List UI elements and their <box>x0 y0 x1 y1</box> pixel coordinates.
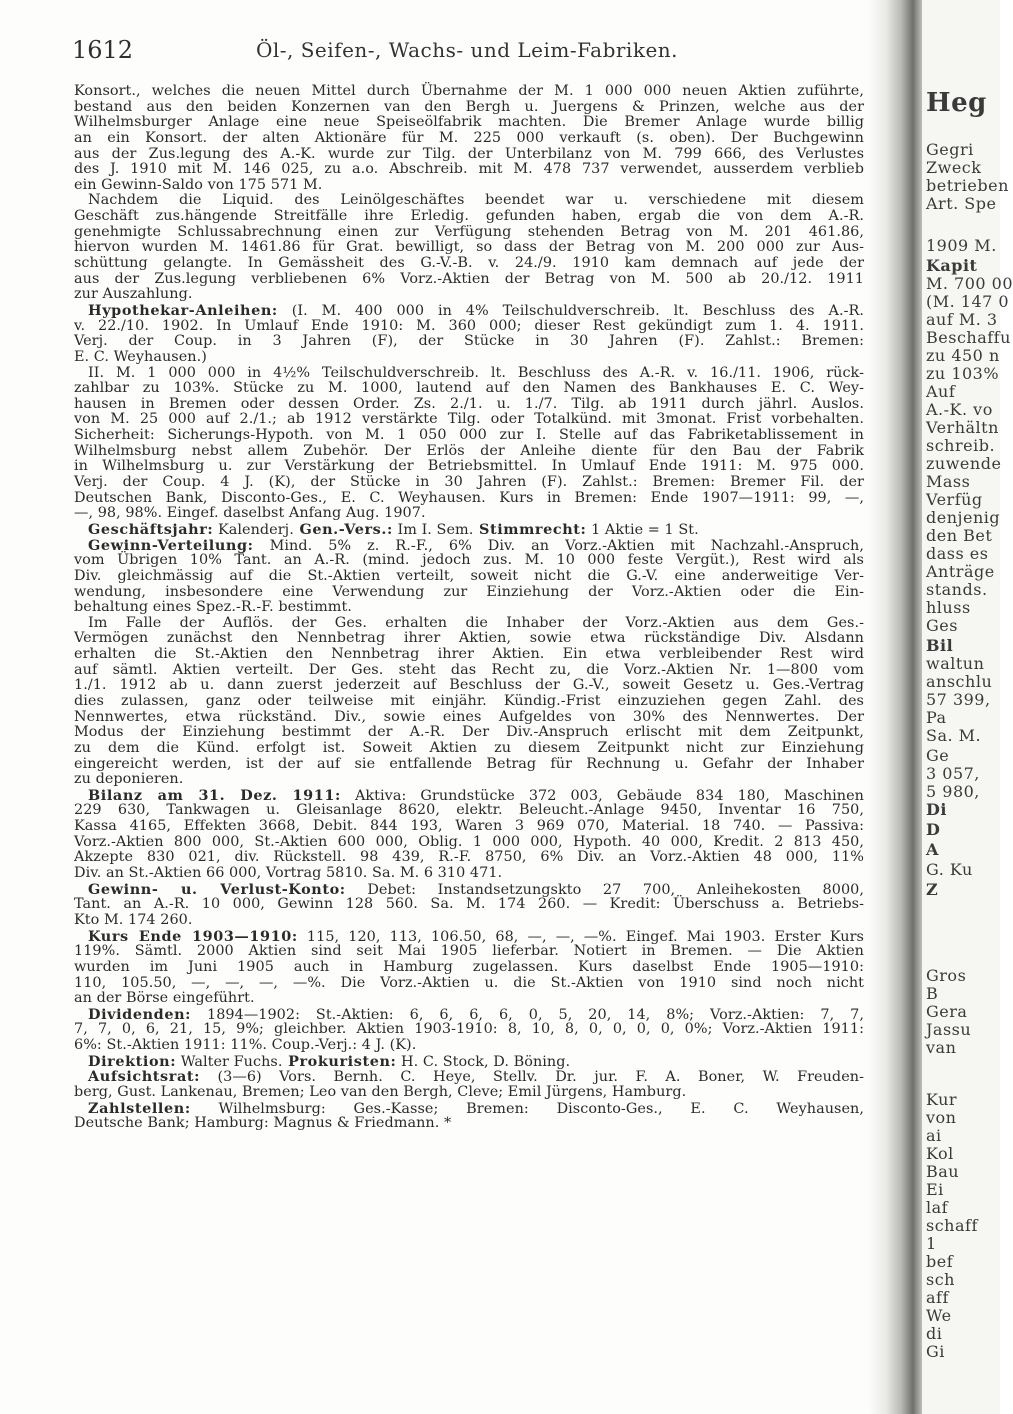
facing-page-fragment: zu 450 n <box>926 346 1000 365</box>
text-line <box>74 287 864 303</box>
line-text: vom Übrigen 10% Tant. an A.-R. (mind. jedoch zus. M. 10 000 feste Vergüt.), Rest wird als <box>74 552 864 569</box>
section-label: Geschäftsjahr: <box>88 520 214 538</box>
facing-page-fragment: Sa. M. <box>926 726 982 745</box>
text-line <box>74 866 864 882</box>
line-text: Deutschen Bank, Disconto-Ges., E. C. Weyhausen. Kurs in Bremen: Ende 1907—1911: 99, —, <box>74 489 864 506</box>
line-text: v. 22./10. 1902. In Umlauf Ende 1910: M. 360 000; dieser Rest gekündigt zum 1. 4. 1911. <box>74 317 864 334</box>
line-text: wendung, insbesondere eine Verwendung zur Einziehung der Vorz.-Aktien oder die Ein- <box>74 583 864 600</box>
text-line <box>74 84 864 100</box>
facing-page-fragment: 3 057, <box>926 764 980 783</box>
text-line <box>74 538 864 554</box>
facing-page-fragment: anschlu <box>926 672 993 691</box>
running-title: Öl-, Seifen-, Wachs- und Leim-Fabriken. <box>255 38 679 62</box>
text-line <box>74 506 864 522</box>
line-text: Vermögen zunächst den Nennbetrag ihrer Aktien, sowie etwa rückständige Div. Alsdann <box>74 630 864 647</box>
text-line <box>74 1007 864 1023</box>
facing-page-fragment: Di <box>926 800 947 819</box>
text-line <box>74 647 864 663</box>
line-text: auf sämtl. Aktien verteilt. Der Ges. steht das Recht zu, die Vorz.-Aktien Nr. 1—800 vom <box>74 661 864 678</box>
facing-page-fragment: Bil <box>926 636 954 655</box>
text-line <box>74 897 864 913</box>
line-text: Nachdem die Liquid. des Leinölgeschäftes beendet war u. verschiedene mit diesem <box>88 192 864 209</box>
text-line <box>74 960 864 976</box>
facing-page-fragment: waltun <box>926 654 985 673</box>
facing-page-fragment: We <box>926 1306 952 1325</box>
line-text: dies zulassen, ganz oder teilweise mit einjähr. Kündig.-Frist einzuziehen gegen Zahl. des <box>74 692 864 709</box>
text-line <box>74 240 864 256</box>
line-text: Tant. an A.-R. 10 000, Gewinn 128 560. Sa. M. 174 260. — Kredit: Überschuss a. Betriebs- <box>74 896 864 913</box>
facing-page-fragment: B <box>926 984 939 1003</box>
text-line <box>74 1038 864 1054</box>
facing-page-fragment: Bau <box>926 1162 960 1181</box>
facing-page-fragment: Gera <box>926 1002 968 1021</box>
text-line <box>74 178 864 194</box>
line-text: an der Börse eingeführt. <box>74 990 255 1007</box>
facing-page-fragment: A <box>926 840 939 859</box>
facing-page-fragment: Gi <box>926 1342 945 1361</box>
facing-page-fragment: zu 103% <box>926 364 1000 383</box>
line-text: Akzepte 830 021, div. Rückstell. 98 439, R.-F. 8750, 6% Div. an Vorz.-Aktien 48 000, 11% <box>74 849 864 866</box>
facing-page-fragment: Jassu <box>926 1020 972 1039</box>
facing-page-fragment: 1 <box>926 1234 937 1253</box>
facing-page-fragment: den Bet <box>926 526 993 545</box>
facing-page-fragment: dass es <box>926 544 989 563</box>
text-line <box>74 678 864 694</box>
facing-page-fragment: Kol <box>926 1144 954 1163</box>
line-text: Walter Fuchs. <box>176 1053 283 1070</box>
line-text: aus der Zus.legung verbliebenen 6% Vorz.-Aktien der Betrag von M. 500 ab 20./12. 1911 <box>74 270 864 287</box>
section-label: Gewinn- u. Verlust-Konto: <box>88 880 346 898</box>
facing-page-fragment: Art. Spe <box>926 194 997 213</box>
line-text: berg, Gust. Lankenau, Bremen; Leo van den Bergh, Cleve; Emil Jürgens, Hamburg. <box>74 1084 687 1100</box>
facing-page-fragment: auf M. 3 <box>926 310 998 329</box>
facing-page-fragment: Verhältn <box>926 418 999 437</box>
line-text: 110, 105.50, —, —, —, —%. Die Vorz.-Aktien u. die St.-Aktien von 1910 sind noch nicht <box>74 974 864 991</box>
facing-page-fragment: 57 399, <box>926 690 991 709</box>
text-line <box>74 491 864 507</box>
line-text: Debet: Instandsetzungskto 27 700, Anleihekosten 8000, <box>345 881 864 898</box>
facing-page-fragment: M. 700 00 <box>926 274 1013 293</box>
facing-page-fragment: ai <box>926 1126 942 1145</box>
text-line <box>74 788 864 804</box>
facing-page-fragment: von <box>926 1108 957 1127</box>
line-text: schüttung gelangte. In Gemässheit des G.-V.-B. v. 24./9. 1910 kam demnach auf jede der <box>74 255 864 272</box>
line-text: zahlbar zu 103%. Stücke zu M. 1000, lautend auf den Namen des Bankhauses E. C. Wey- <box>74 380 864 397</box>
text-line <box>74 616 864 632</box>
section-label: Gen.-Vers.: <box>293 520 393 538</box>
facing-page-fragment: Zweck <box>926 158 982 177</box>
facing-page-fragment: Mass <box>926 472 971 491</box>
line-text: zu deponieren. <box>74 771 184 788</box>
facing-page-fragment: stands. <box>926 580 988 599</box>
text-line <box>74 710 864 726</box>
line-text: Sicherheit: Sicherungs-Hypoth. von M. 1 050 000 zur I. Stelle auf das Fabriketablissement in <box>74 427 864 444</box>
line-text: von M. 25 000 auf 2./1.; ab 1912 verstärkte Tilg. oder Totalkünd. mit 3monat. Frist vorbehalten. <box>74 411 864 428</box>
facing-page-fragment: Ei <box>926 1180 944 1199</box>
section-label: Stimmrecht: <box>473 520 587 538</box>
text-line <box>74 412 864 428</box>
line-text: Deutsche Bank; Hamburg: Magnus & Friedmann. * <box>74 1115 452 1132</box>
line-text: 1894—1902: St.-Aktien: 6, 6, 6, 6, 0, 5, 20, 14, 8%; Vorz.-Aktien: 7, 7, <box>191 1006 864 1023</box>
line-text: Vorz.-Aktien 800 000, St.-Aktien 600 000, Oblig. 1 000 000, Hypoth. 40 000, Kredit. 2 813 450, <box>74 833 864 850</box>
line-text: Wilhelmsburg nebst allem Zubehör. Der Erlös der Anleihe diente für den Bau der Fabrik <box>74 442 864 459</box>
text-line <box>74 381 864 397</box>
text-line <box>74 475 864 491</box>
text-line <box>74 772 864 788</box>
line-text: —, 98, 98%. Eingef. daselbst Anfang Aug. 1907. <box>74 505 426 522</box>
facing-page-fragment: schaff <box>926 1216 978 1235</box>
text-line <box>74 319 864 335</box>
facing-page-fragment: Heg <box>926 88 987 118</box>
text-line <box>74 350 864 366</box>
section-label: Direktion: <box>88 1052 177 1070</box>
section-label: Zahlstellen: <box>88 1099 191 1117</box>
text-line <box>74 366 864 382</box>
text-line <box>74 944 864 960</box>
section-label: Kurs Ende 1903—1910: <box>88 927 298 945</box>
line-text: Kalenderj. <box>213 521 294 538</box>
line-text: hausen in Bremen oder dessen Order. Zs. 2./1. u. 1./7. Tilg. ab 1911 durch jährl. Auslos. <box>74 395 864 412</box>
line-text: zur Auszahlung. <box>74 286 193 303</box>
facing-page-fragment: betrieben <box>926 176 1009 195</box>
text-line <box>74 131 864 147</box>
line-text: genehmigte Schlussabrechnung einen zur Verfügung stehenden Betrag von M. 201 461.86, <box>74 223 864 240</box>
text-line <box>74 459 864 475</box>
line-text: 115, 120, 113, 106.50, 68, —, —, —%. Eingef. Mai 1903. Erster Kurs <box>297 928 864 945</box>
facing-page-fragment: Z <box>926 880 939 899</box>
facing-page-fragment: 1909 M. <box>926 236 997 255</box>
text-line <box>74 725 864 741</box>
line-text: Kto M. 174 260. <box>74 911 193 928</box>
line-text: H. C. Stock, D. Böning. <box>396 1053 571 1070</box>
line-text: 119%. Sämtl. 2000 Aktien sind seit Mai 1905 lieferbar. Notiert in Bremen. — Die Aktien <box>74 943 864 960</box>
text-line <box>74 522 864 538</box>
text-line <box>74 850 864 866</box>
facing-page-fragment: zuwende <box>926 454 1002 473</box>
text-line <box>74 819 864 835</box>
facing-page-edge <box>922 0 1013 1414</box>
text-line <box>74 803 864 819</box>
facing-page-fragment: A.-K. vo <box>926 400 993 419</box>
text-line <box>74 835 864 851</box>
line-text: wurden im Juni 1905 auch in Hamburg zugelassen. Kurs daselbst Ende 1905—1910: <box>74 958 864 975</box>
line-text: (I. M. 400 000 in 4% Teilschuldverschreib. lt. Beschluss des A.-R. <box>277 302 864 319</box>
text-line <box>74 162 864 178</box>
line-text: erhalten die St.-Aktien den Nennbetrag ihrer Aktien. Ein etwa verbleibender Rest wird <box>74 646 864 663</box>
line-text: 6%: St.-Aktien 1911: 11%. Coup.-Verj.: 4 J. (K). <box>74 1037 417 1054</box>
facing-page-fragment: di <box>926 1324 943 1343</box>
book-spine-shadow <box>868 0 928 1414</box>
section-label: Bilanz am 31. Dez. 1911: <box>88 786 341 804</box>
line-text: Modus der Einziehung bestimmt der A.-R. Der Div.-Anspruch erlischt mit dem Zeitpunkt, <box>74 724 864 741</box>
section-label: Gewinn-Verteilung: <box>88 536 254 554</box>
text-line <box>74 428 864 444</box>
line-text: behaltung eines Spez.-R.-F. bestimmt. <box>74 599 352 616</box>
text-line <box>74 929 864 945</box>
text-line <box>74 1085 864 1101</box>
facing-page-fragment: Anträge <box>926 562 995 581</box>
page-header <box>72 36 862 70</box>
line-text: in Wilhelmsburg u. zur Verstärkung der Betriebsmittel. In Umlauf Ende 1911: M. 975 000. <box>74 458 864 475</box>
line-text: des J. 1910 mit M. 146 025, zu a.o. Abschreib. mit M. 478 737 verwendet, ausserdem verblieb <box>74 161 864 178</box>
line-text: 7, 7, 0, 6, 21, 15, 9%; gleichber. Aktien 1903-1910: 8, 10, 8, 0, 0, 0, 0, 0%; Vorz.-Aktien 1911: <box>74 1021 864 1038</box>
facing-page-fragment: denjenig <box>926 508 1001 527</box>
facing-page-fragment: Ge <box>926 746 950 765</box>
line-text: Verj. der Coup. in 3 Jahren (F), der Stücke in 30 Jahren (F). Zahlst.: Bremen: <box>74 333 864 350</box>
line-text: Verj. der Coup. 4 J. (K), der Stücke in 30 Jahren (F). Zahlst.: Bremen: Bremer Fil. der <box>74 474 864 491</box>
facing-page-fragment: hluss <box>926 598 971 617</box>
facing-page-fragment: schreib. <box>926 436 996 455</box>
text-line <box>74 585 864 601</box>
text-line <box>74 193 864 209</box>
line-text: Wilhelmsburger Anlage eine neue Speiseölfabrik machten. Die Bremer Anlage wurde billig <box>74 114 864 131</box>
facing-page-fragment: Verfüg <box>926 490 983 509</box>
facing-page-fragment: Gegri <box>926 140 974 159</box>
text-line <box>74 225 864 241</box>
facing-page-fragment: (M. 147 0 <box>926 292 1010 311</box>
facing-page-fragment: G. Ku <box>926 860 973 879</box>
text-line <box>74 1054 864 1070</box>
line-text: bestand aus den beiden Konzernen van den Bergh u. Juergens & Prinzen, welche aus der <box>74 98 864 115</box>
line-text: Geschäft zus.hängende Streitfälle ihre Erledig. gefunden haben, ergab die von dem A.-R. <box>74 208 864 225</box>
line-text: 1 Aktie = 1 St. <box>586 521 699 538</box>
line-text: (3—6) Vors. Bernh. C. Heye, Stellv. Dr. jur. F. A. Boner, W. Freuden- <box>200 1069 864 1086</box>
text-line <box>74 600 864 616</box>
body-text <box>74 84 864 1334</box>
text-line <box>74 913 864 929</box>
line-text: Mind. 5% z. R.-F., 6% Div. an Vorz.-Aktien mit Nachzahl.-Anspruch, <box>253 537 864 554</box>
text-line <box>74 694 864 710</box>
section-label: Hypothekar-Anleihen: <box>88 301 278 319</box>
line-text: 1./1. 1912 ab u. dann zuerst jederzeit auf Beschluss der G.-V., soweit Gesetz u. Ges.-Vertrag <box>74 677 864 694</box>
line-text: an ein Konsort. der alten Aktionäre für M. 225 000 verkauft (s. oben). Der Buchgewinn <box>74 129 864 146</box>
text-line <box>74 1069 864 1085</box>
line-text: Div. an St.-Aktien 66 000, Vortrag 5810. Sa. M. 6 310 471. <box>74 865 503 882</box>
text-line <box>74 444 864 460</box>
facing-page-fragment: Kur <box>926 1090 958 1109</box>
text-line <box>74 100 864 116</box>
line-text: Nennwertes, etwa rückständ. Div., sowie eines Aufgeldes von 30% des Nennwertes. Der <box>74 708 864 725</box>
line-text: hiervon wurden M. 1461.86 für Grat. bewilligt, so dass der Betrag von M. 200 000 zur Aus- <box>74 239 864 256</box>
line-text: Im Falle der Auflös. der Ges. erhalten die Inhaber der Vorz.-Aktien aus dem Ges.- <box>88 614 864 631</box>
line-text: Div. gleichmässig auf die St.-Aktien verteilt, soweit nicht die G.-V. eine anderweitige Ver- <box>74 567 864 584</box>
facing-page-fragment: Pa <box>926 708 947 727</box>
facing-page-fragment: D <box>926 820 941 839</box>
facing-page-fragment: van <box>926 1038 957 1057</box>
text-line <box>74 631 864 647</box>
facing-page-fragment: Beschaffu <box>926 328 1011 347</box>
facing-page-fragment: laf <box>926 1198 949 1217</box>
text-line <box>74 553 864 569</box>
text-line <box>74 663 864 679</box>
section-label: Dividenden: <box>88 1005 192 1023</box>
facing-page-fragment: Auf <box>926 382 956 401</box>
text-line <box>74 397 864 413</box>
text-line <box>74 256 864 272</box>
line-text: aus der Zus.legung des A.-K. wurde zur Tilg. der Unterbilanz von M. 799 666, des Verlustes <box>74 145 864 162</box>
line-text: 229 630, Tankwagen u. Gleisanlage 8620, elektr. Beleucht.-Anlage 9450, Inventar 16 750, <box>74 802 864 819</box>
text-line <box>74 1116 864 1132</box>
section-label: Aufsichtsrat: <box>88 1068 201 1086</box>
facing-page-fragment: 5 980, <box>926 782 980 801</box>
text-line <box>74 115 864 131</box>
text-line <box>74 741 864 757</box>
text-line <box>74 303 864 319</box>
text-line <box>74 209 864 225</box>
line-text: II. M. 1 000 000 in 4½% Teilschuldverschreib. lt. Beschluss des A.-R. v. 16./11. 1906, rück- <box>88 364 864 381</box>
text-line <box>74 569 864 585</box>
text-line <box>74 147 864 163</box>
line-text: Konsort., welches die neuen Mittel durch Übernahme der M. 1 000 000 neuen Aktien zuführte, <box>74 83 864 99</box>
text-line <box>74 272 864 288</box>
line-text: E. C. Weyhausen.) <box>74 348 207 365</box>
line-text: Kassa 4165, Effekten 3668, Debit. 844 193, Waren 3 969 070, Material. 18 740. — Passiva: <box>74 818 864 835</box>
line-text: Aktiva: Grundstücke 372 003, Gebäude 834 180, Maschinen <box>340 787 864 804</box>
facing-page-fragment: sch <box>926 1270 955 1289</box>
page-number: 1612 <box>72 36 134 64</box>
facing-page-fragment: Ges <box>926 616 958 635</box>
facing-page-fragment: Gros <box>926 966 967 985</box>
text-line <box>74 882 864 898</box>
section-label: Prokuristen: <box>282 1052 397 1070</box>
line-text: Im I. Sem. <box>392 521 474 538</box>
facing-page-fragment: bef <box>926 1252 954 1271</box>
facing-page-fragment: Kapit <box>926 256 978 275</box>
text-line <box>74 334 864 350</box>
line-text: eingereicht werden, ist der auf sie entfallende Betrag für Rechnung u. Gefahr der Inhaber <box>74 755 864 772</box>
text-line <box>74 1101 864 1117</box>
text-line <box>74 757 864 773</box>
facing-page-fragment: aff <box>926 1288 949 1307</box>
line-text: zu dem die Künd. erfolgt ist. Soweit Aktien zu diesem Zeitpunkt nicht zur Einziehung <box>74 739 864 756</box>
text-line <box>74 991 864 1007</box>
line-text: ein Gewinn-Saldo von 175 571 M. <box>74 176 323 193</box>
line-text: Wilhelmsburg: Ges.-Kasse; Bremen: Disconto-Ges., E. C. Weyhausen, <box>190 1100 864 1117</box>
text-line <box>74 1022 864 1038</box>
text-line <box>74 976 864 992</box>
